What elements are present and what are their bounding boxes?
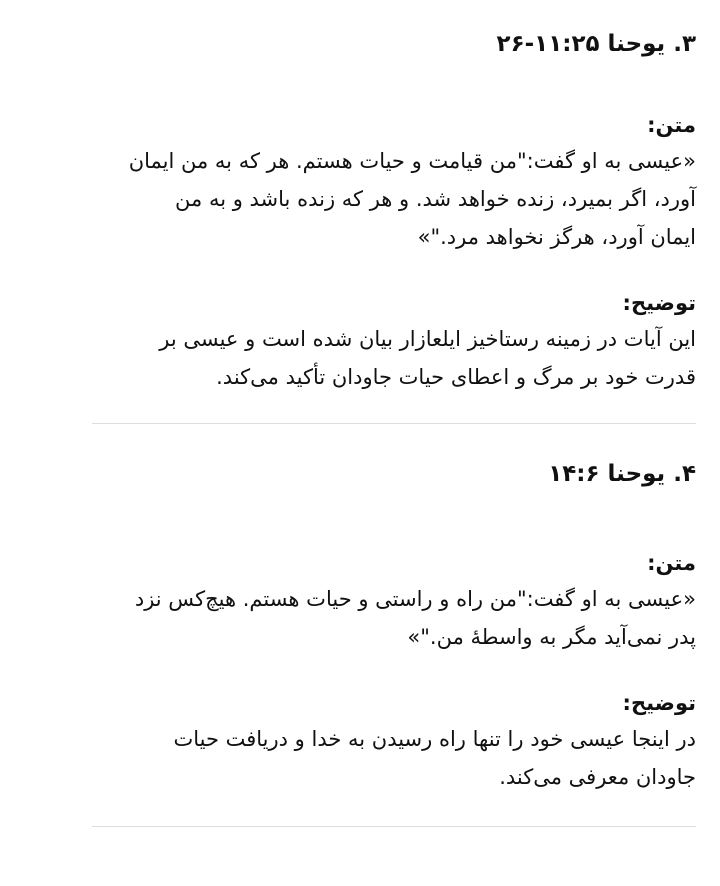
explanation-line: این آیات در زمینه رستاخیز ایلعازار بیان شده است و عیسی بر <box>159 327 696 351</box>
explanation-label: توضیح: <box>622 291 696 315</box>
verse-section-4 <box>92 424 696 827</box>
explanation-line: در اینجا عیسی خود را تنها راه رسیدن به خدا و دریافت حیات <box>173 727 696 751</box>
explanation-line: قدرت خود بر مرگ و اعطای حیات جاودان تأکید می‌کند. <box>216 365 696 389</box>
explanation-line: جاودان معرفی می‌کند. <box>499 765 696 789</box>
text-label: متن: <box>647 551 696 575</box>
verse-text-line: آورد، اگر بمیرد، زنده خواهد شد. و هر که زنده باشد و به من <box>175 187 696 211</box>
verse-text-line: «عیسی به او گفت:"من قیامت و حیات هستم. هر که به من ایمان <box>128 149 696 173</box>
verse-section-3 <box>92 0 696 424</box>
explanation-label: توضیح: <box>622 691 696 715</box>
section-divider <box>92 826 696 827</box>
verse-text-line: «عیسی به او گفت:"من راه و راستی و حیات هستم. هیچ‌کس نزد <box>134 587 696 611</box>
text-label: متن: <box>647 113 696 137</box>
verse-text-line: ایمان آورد، هرگز نخواهد مرد."» <box>417 225 696 249</box>
verse-text-line: پدر نمی‌آید مگر به واسطهٔ من."» <box>407 625 696 649</box>
verse-title: ۳. یوحنا ۱۱:۲۵-۲۶ <box>496 31 696 57</box>
verse-title: ۴. یوحنا ۱۴:۶ <box>548 461 696 487</box>
